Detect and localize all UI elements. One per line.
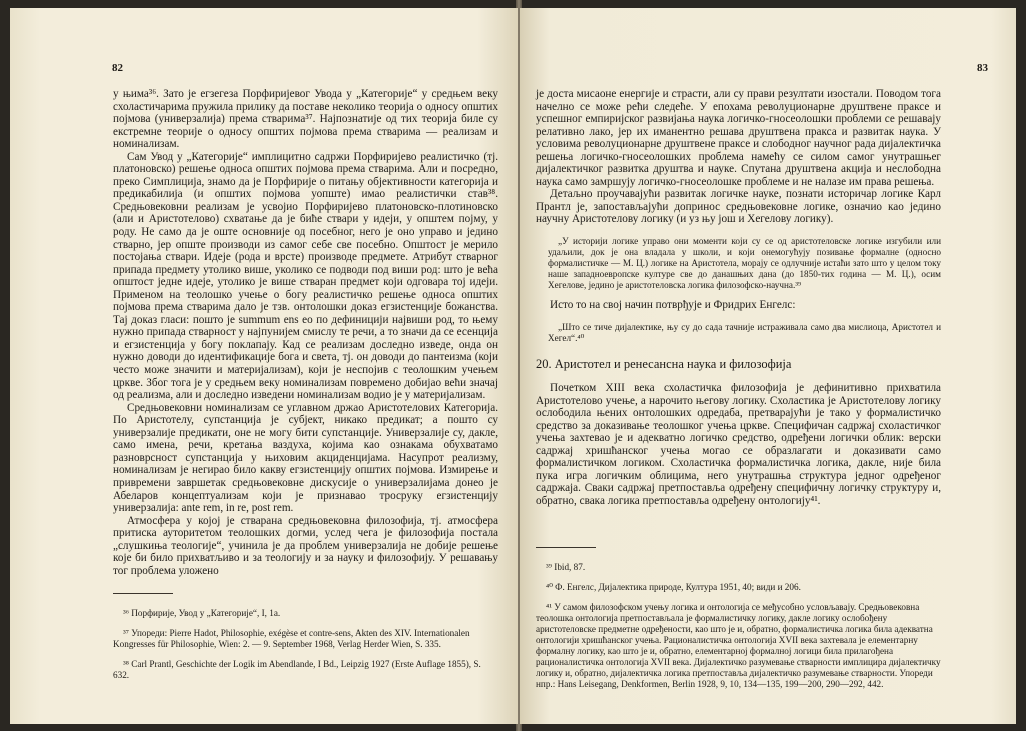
paragraph: Детаљно проучавајући развитак логичке науке, познати историчар логике Карл Прантл је, запостављајући допринос средњовековне логике, означио као једино научну Аристотелову логику (и уз њу још и Хегелову логику).: [536, 188, 941, 226]
footnote: ⁴⁰ Ф. Енгелс, Дијалектика природе, Култура 1951, 40; види и 206.: [546, 582, 801, 593]
paragraph: Атмосфера у којој је стварана средњовековна филозофија, тј. атмосфера притиска ауторитетом теолошких догми, услед чега је филозофија постала „слушкиња теологије“, учинила је да проблем универзалија не добије решење које би било прихватљиво и за теологију и за науку и филозофију. У решавању тог проблема уложено: [113, 514, 498, 577]
footnotes: [113, 599, 498, 690]
paragraph: Почетком XIII века схоластичка филозофија је дефинитивно прихватила Аристотелово учење, а нарочито његову логику. Схоластика је Аристотелову логику ослободила њених онтолошких одредаба, претварајући је тако у формалистичко средство за доказивање теолошког учења цркве. Специфичан садржај схоластичког учења захтевао је и адекватно логичко средство, одређени логички облик: верски садржај хришћанског учења могао се образлагати и доказивати само формалистичком логиком. Схоластичка формалистичка логика, дакле, није била пука игра логичким облицима, него унутрашња структура једног одређеног садржаја. Сваки садржај претпоставља одређену специфичну логичку структуру и, обратно, свака логика претпоставља одређену онтологију⁴¹.: [536, 382, 941, 508]
body-text: [536, 88, 941, 508]
paragraph: Средњовековни номинализам се углавном држао Аристотелових Категорија. По Аристотелу, супстанција је субјект, никако предикат; а пошто су универзалије предикати, оне не могу бити супстанције. Универзалије су, дакле, само имена, речи, кретања ваздуха, којима као ознакама обухватамо разноврсност супстанција у њиховим акциденцијама. Насупрот реализму, номинализам је негирао било какву егзистенцију општих појмова. Измирење и привремени завршетак средњовековне дискусије о универзалијама донео је Абеларов концептуализам који је признавао тросруку егзистенцију универзалија: ante rem, in re, post rem.: [113, 401, 498, 515]
body-text: [113, 88, 498, 577]
right-page: [520, 8, 1016, 724]
page-number: 82: [112, 62, 123, 74]
footnote: ³⁶ Порфирије, Увод у „Категорије“, I, 1a.: [123, 608, 281, 619]
footnote-rule: [536, 547, 596, 548]
paragraph: Сам Увод у „Категорије“ имплицитно садржи Порфиријево реалистичко (тј. платоновско) решење односа општих појмова према стварима. Али и посредно, преко Симплиција, знамо да је Порфирије о питању објективности категорија и предикабилија (и општих појмова уопште) имао реалистички став³⁸. Средњовековни реализам је усвојио Порфиријево платоновско-плотиновско (али и Аристотелово) схватање да је биће ствари у идеји, у општем појму, у роду. Не само да је оште основније од посебног, него је оно управо и једино стварно, јер опште производи из самог себе све посебно. Општост је мерило постојања ствари. Идеје (рода и врсте) производе предмете. Атрибут стварног припада предмету утолико више, уколико се подводи под виши род: што је већа општост једне идеје, утолико је више стваран предмет који одговара тој идеји. Применом на теолошко учење о богу реалистичко решење односа општих појмова према стварима дало је тзв. онтолошки доказ егзистенције божанства. Тај доказ гласи: пошто је summum ens eo по дефиницији највиши род, то њему нужно припада стварност у најпунијем смислу те речи, а то значи да се есенција и егзистенција у богу поклапају. Кад се реализам доследно изведе, онда он нужно доводи до идентификације бога и света, тј. он доводи до пантеизма (који често може значити и материјализам), који је неспојив с теолошким учењем цркве. Због тога је у средњем веку номинализам повремено добијао већи значај од реализма, али и доследно изведени номинализам водио је у материјализам.: [113, 150, 498, 402]
footnotes: [536, 553, 941, 699]
section-heading: 20. Аристотел и ренесансна наука и филозофија: [536, 356, 792, 371]
paragraph: Исто то на свој начин потврђује и Фридрих Енгелс:: [550, 299, 796, 312]
footnote: ³⁹ Ibid, 87.: [546, 562, 586, 573]
quote-text: „У историји логике управо они моменти који су се од аристотеловске логике изгубили или удаљили, док је она владала у школи, и који онемогућују позивање формалне (односно формалистичке — М. Ц.) логике на Аристотела, морају се одлучније истаћи зато што у целом току наше западноевропске културе све до данашњих дана (до 1850-тих година — М. Ц.), осим Хегелове, једино је аристотеловска логика филозофско-научна.³⁹: [548, 236, 941, 291]
page-number: 83: [977, 62, 988, 74]
paragraph: у њима³⁶. Зато је егзегеза Порфиријевог Увода у „Категорије“ у средњем веку схоластичарима пружила прилику да поставе неколико теорија о односу општих појмова (универзалија) према стварима³⁷. Најпознатије од тих теорија биле су екстремне теорије о односу општих појмова према стварима — реализам и номинализам.: [113, 88, 498, 151]
paragraph: је доста мисаоне енергије и страсти, али су прави резултати изостали. Поводом тога начелно се може рећи следеће. У епохама револуционарне друштвене праксе и успешног емпиријског развијања наука логичко-гносеолошки проблеми се решавају релативно лако, јер их иманентно решава друштвена пракса и развитак наука. У условима револуционарне друштвене праксе и слободног научног рада дијалектичка решења логичко-гносеолошких проблема намећу се силом самог унутрашњег дијалектичког развитка друштва и науке. Спутана друштвена акција и неслободна наука само замршују логичко-гносеолошке проблеме и не налазе им права решења.: [536, 88, 941, 188]
quote-text: „Што се тиче дијалектике, њу су до сада тачније истраживала само два мислиоца, Аристотел и Хегел“.⁴⁰: [548, 321, 941, 343]
left-page: [10, 8, 518, 724]
footnote: ³⁸ Carl Prantl, Geschichte der Logik im Abendlande, I Bd., Leipzig 1927 (Erste Auflage 1855), S. 632.: [113, 659, 481, 681]
block-quote: [548, 322, 941, 344]
footnote: ³⁷ Упореди: Pierre Hadot, Philosophie, exégèse et contre-sens, Akten des XIV. Internationalen Kongresses für Philosophie, Wien: 2. — 9. September 1968, Verlag Herder Wien, S. 335.: [113, 628, 470, 650]
footnote-rule: [113, 593, 173, 594]
footnote: ⁴¹ У самом филозофском учењу логика и онтологија се међусобно условљавају. Средњовековна теолошка онтологија претпостављала је формалистичку логику, дакле логику ослобођену аристотеловске предметне одређености, као што је и, обратно, формалистичка логика била адекватна онтологији хришћанског учења. Рационалистичка онтологија XVII века захтевала је елементарну формалну логику, као што је и, обратно, елементарној формалној логици била прилагођена рационалистичка онтологија XVII века. Дијалектичко разумевање стварности имплицира дијалектичку логику и, обратно, дијалектичка логика претпоставља дијалектичко разумевање стварности. Упореди нпр.: Hans Leisegang, Denkformen, Berlin 1928, 9, 10, 134—135, 199—200, 290—292, 442.: [536, 602, 941, 689]
block-quote: [548, 236, 941, 291]
